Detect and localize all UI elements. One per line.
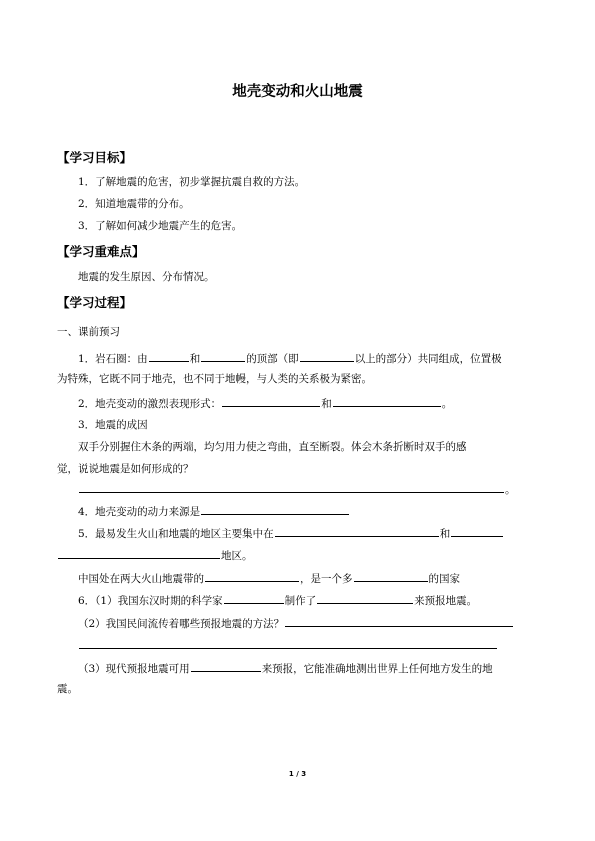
answer-blank[interactable] [300,350,354,362]
goal-item: 3．了解如何减少地震产生的危害。 [78,220,243,232]
q2-text-c: 。 [441,398,453,410]
goals-heading: 【学习目标】 [57,150,133,165]
q6-3-text-b: 来预报，它能准确地测出世界上任何地方发生的地 [261,663,493,675]
question-1-line-1 [78,350,502,366]
page-number: 1 / 3 [288,770,307,778]
answer-blank[interactable] [333,395,441,407]
answer-blank[interactable] [354,570,428,582]
q6-1-text-a: 6．（1）我国东汉时期的科学家 [78,595,223,607]
question-2 [78,395,452,411]
answer-blank[interactable] [201,350,245,362]
q1-text-b: 和 [189,353,201,365]
key-points-text: 地震的发生原因、分布情况。 [78,271,215,283]
question-6-2-answer-line [78,637,498,653]
question-6-3-line-2: 震。 [57,683,78,695]
question-6-2 [78,615,514,631]
china-text-a: 中国处在两大火山地震带的 [78,573,204,585]
answer-blank[interactable] [285,615,513,627]
answer-blank[interactable] [205,570,299,582]
goal-item: 2．知道地震带的分布。 [78,198,190,210]
preview-label: 一、课前预习 [57,326,120,338]
answer-blank[interactable] [191,660,261,672]
goal-item: 1．了解地震的危害，初步掌握抗震自救的方法。 [78,176,306,188]
answer-blank[interactable] [201,503,349,515]
answer-blank[interactable] [317,592,413,604]
china-question [78,570,460,586]
page-title: 地壳变动和火山地震 [232,84,363,100]
answer-blank[interactable] [79,481,504,493]
q1-text-a: 1．岩石圈：由 [78,353,148,365]
q6-1-text-b: 制作了 [284,595,317,607]
q2-text-b: 和 [321,398,332,410]
q5-text-c: 地区。 [221,550,253,562]
q6-2-text: （2）我国民间流传着哪些预报地震的方法？ [78,618,285,630]
answer-blank[interactable] [58,547,220,559]
answer-blank[interactable] [79,637,497,649]
question-4 [78,503,350,519]
question-3-prompt: 觉，说说地震是如何形成的？ [57,463,194,475]
answer-blank[interactable] [224,592,284,604]
question-3-answer-line [78,481,516,497]
q6-1-text-c: 来预报地震。 [414,595,478,607]
q4-text: 4．地壳变动的动力来源是 [78,506,201,518]
question-3: 3．地震的成因 [78,419,148,431]
q1-text-d: 以上的部分）共同组成，位置极 [354,353,502,365]
question-5-line-2 [57,547,253,563]
process-heading: 【学习过程】 [57,295,133,310]
question-3-instruction: 双手分别握住木条的两端，均匀用力使之弯曲，直至断裂。体会木条折断时双手的感 [78,441,467,453]
q5-text-a: 5．最易发生火山和地震的地区主要集中在 [78,528,274,540]
q6-3-text-a: （3）现代预报地震可用 [78,663,190,675]
q3-end: 。 [505,484,516,496]
question-6-1 [78,592,477,608]
q2-text-a: 2．地壳变动的激烈表现形式： [78,398,222,410]
question-5-line-1 [78,525,504,541]
question-1-line-2: 为特殊，它既不同于地壳，也不同于地幔，与人类的关系极为紧密。 [57,373,372,385]
china-text-b: ，是一个多 [300,573,353,585]
answer-blank[interactable] [451,525,503,537]
q1-text-c: 的顶部（即 [246,353,299,365]
answer-blank[interactable] [275,525,439,537]
china-text-c: 的国家 [428,573,460,585]
answer-blank[interactable] [149,350,189,362]
question-6-3-line-1 [78,660,493,676]
key-points-heading: 【学习重难点】 [57,244,145,259]
q5-text-b: 和 [439,528,451,540]
answer-blank[interactable] [222,395,320,407]
